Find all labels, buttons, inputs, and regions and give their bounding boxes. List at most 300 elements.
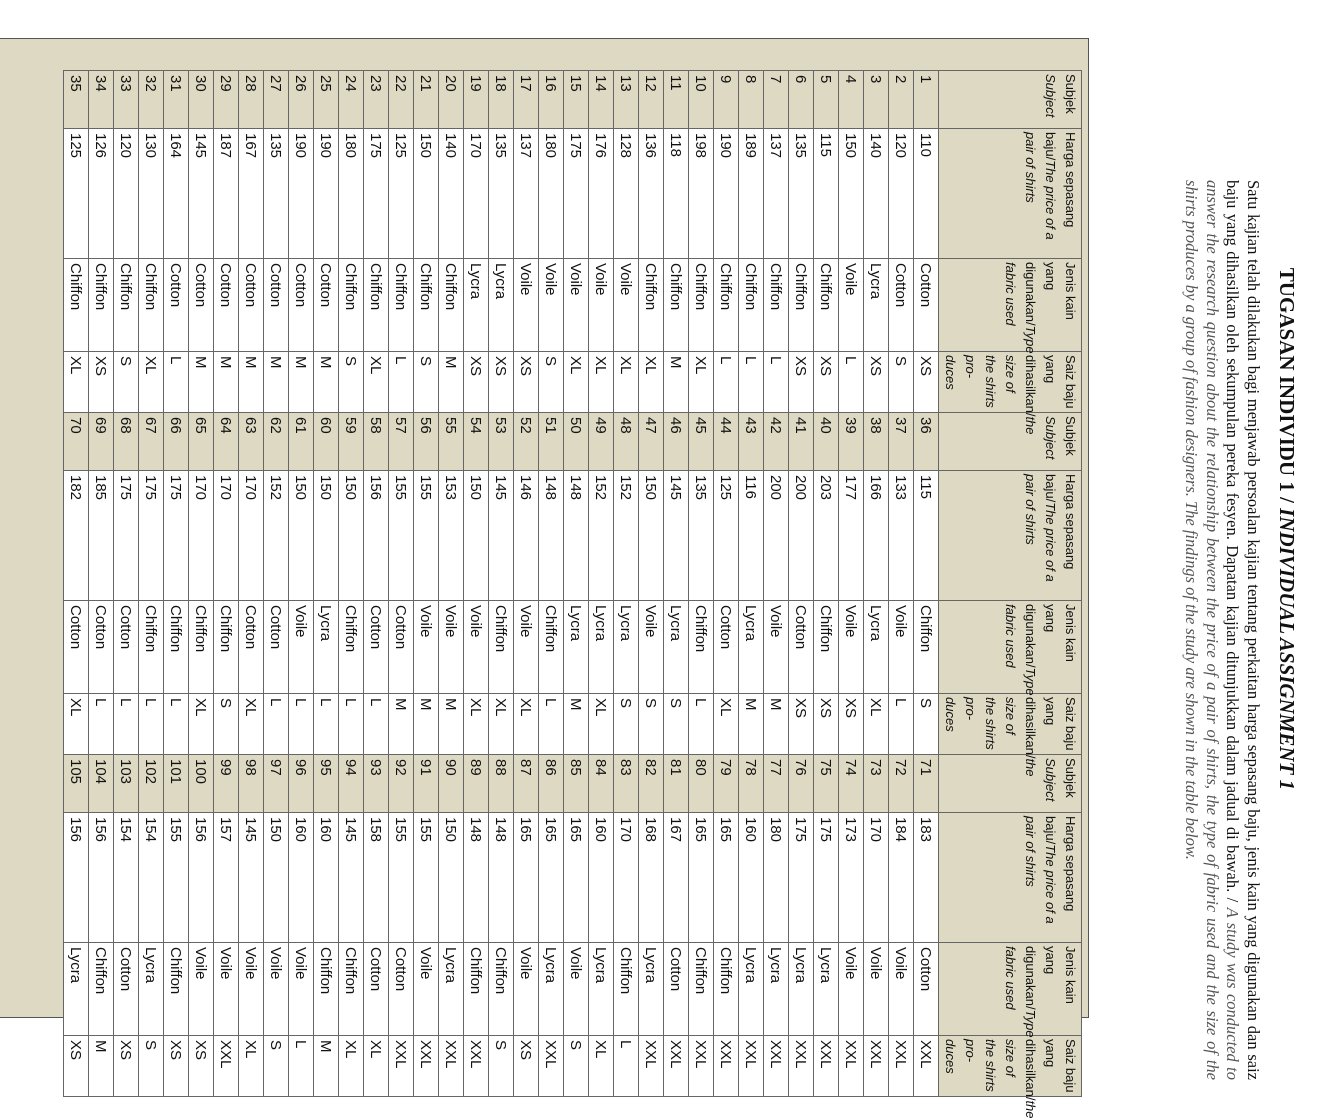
price-cell: 176 (589, 129, 614, 259)
size-cell: XS (514, 352, 539, 413)
subject-cell: 31 (164, 71, 189, 129)
price-cell: 170 (614, 813, 639, 943)
table-row (814, 71, 839, 1097)
subject-cell: 59 (339, 413, 364, 471)
header-row (939, 71, 1082, 1097)
size-cell: XXL (864, 1036, 889, 1097)
price-cell: 168 (639, 813, 664, 943)
price-cell: 140 (439, 129, 464, 259)
price-cell: 118 (664, 129, 689, 259)
size-cell: M (89, 1036, 114, 1097)
header-fabric: Jenis kain yang digunakan/Type fabric used (939, 259, 1082, 352)
fabric-cell: Cotton (914, 259, 939, 352)
price-cell: 175 (114, 471, 139, 601)
subject-cell: 7 (764, 71, 789, 129)
subject-cell: 44 (714, 413, 739, 471)
fabric-cell: Chiffon (714, 259, 739, 352)
table-row (214, 71, 239, 1097)
fabric-cell: Chiffon (339, 601, 364, 694)
fabric-cell: Voile (514, 259, 539, 352)
size-cell: S (539, 352, 564, 413)
fabric-cell: Cotton (289, 259, 314, 352)
price-cell: 145 (489, 471, 514, 601)
price-cell: 180 (539, 129, 564, 259)
size-cell: S (639, 694, 664, 755)
size-cell: XXL (914, 1036, 939, 1097)
fabric-cell: Cotton (89, 601, 114, 694)
size-cell: XL (864, 694, 889, 755)
subject-cell: 69 (89, 413, 114, 471)
subject-cell: 102 (139, 755, 164, 813)
size-cell: L (839, 352, 864, 413)
size-cell: L (389, 352, 414, 413)
table-row (789, 71, 814, 1097)
subject-cell: 9 (714, 71, 739, 129)
fabric-cell: Lycra (564, 601, 589, 694)
size-cell: S (489, 1036, 514, 1097)
fabric-cell: Lycra (789, 943, 814, 1036)
fabric-cell: Chiffon (314, 943, 339, 1036)
size-cell: M (664, 352, 689, 413)
price-cell: 198 (689, 129, 714, 259)
subject-cell: 41 (789, 413, 814, 471)
header-subject: Subjek Subject (939, 413, 1082, 471)
size-cell: S (564, 1036, 589, 1097)
subject-cell: 56 (414, 413, 439, 471)
fabric-cell: Voile (589, 259, 614, 352)
subject-cell: 76 (789, 755, 814, 813)
fabric-cell: Chiffon (539, 601, 564, 694)
fabric-cell: Chiffon (339, 943, 364, 1036)
price-cell: 156 (89, 813, 114, 943)
subject-cell: 91 (414, 755, 439, 813)
subject-cell: 53 (489, 413, 514, 471)
price-cell: 126 (89, 129, 114, 259)
table-row (614, 71, 639, 1097)
price-cell: 175 (789, 813, 814, 943)
size-cell: XS (839, 694, 864, 755)
size-cell: M (239, 352, 264, 413)
table-row (314, 71, 339, 1097)
price-cell: 158 (364, 813, 389, 943)
fabric-cell: Chiffon (814, 259, 839, 352)
size-cell: XS (464, 352, 489, 413)
size-cell: XXL (539, 1036, 564, 1097)
price-cell: 156 (64, 813, 89, 943)
fabric-cell: Voile (239, 943, 264, 1036)
subject-cell: 14 (589, 71, 614, 129)
table-row (464, 71, 489, 1097)
size-cell: M (264, 352, 289, 413)
fabric-cell: Voile (189, 943, 214, 1036)
fabric-cell: Chiffon (689, 601, 714, 694)
fabric-cell: Lycra (864, 259, 889, 352)
fabric-cell: Cotton (914, 943, 939, 1036)
subject-cell: 73 (864, 755, 889, 813)
subject-cell: 103 (114, 755, 139, 813)
price-cell: 190 (714, 129, 739, 259)
size-cell: M (439, 352, 464, 413)
subject-cell: 17 (514, 71, 539, 129)
size-cell: L (739, 352, 764, 413)
price-cell: 148 (564, 471, 589, 601)
table-row (89, 71, 114, 1097)
size-cell: XL (364, 1036, 389, 1097)
fabric-cell: Chiffon (764, 259, 789, 352)
fabric-cell: Cotton (364, 943, 389, 1036)
table-row (864, 71, 889, 1097)
fabric-cell: Voile (414, 943, 439, 1036)
price-cell: 150 (839, 129, 864, 259)
price-cell: 153 (439, 471, 464, 601)
subject-cell: 99 (214, 755, 239, 813)
price-cell: 170 (864, 813, 889, 943)
size-cell: M (389, 694, 414, 755)
fabric-cell: Chiffon (164, 601, 189, 694)
price-cell: 150 (289, 471, 314, 601)
price-cell: 130 (139, 129, 164, 259)
fabric-cell: Voile (839, 943, 864, 1036)
size-cell: XS (814, 694, 839, 755)
fabric-cell: Voile (514, 601, 539, 694)
table-row (514, 71, 539, 1097)
size-cell: XL (639, 352, 664, 413)
subject-cell: 72 (889, 755, 914, 813)
fabric-cell: Voile (639, 601, 664, 694)
fabric-cell: Chiffon (714, 943, 739, 1036)
size-cell: XXL (439, 1036, 464, 1097)
price-cell: 135 (689, 471, 714, 601)
size-cell: S (339, 352, 364, 413)
size-cell: XL (564, 352, 589, 413)
fabric-cell: Lycra (614, 601, 639, 694)
fabric-cell: Chiffon (114, 259, 139, 352)
size-cell: S (414, 352, 439, 413)
size-cell: S (614, 694, 639, 755)
fabric-cell: Voile (889, 943, 914, 1036)
size-cell: L (164, 694, 189, 755)
price-cell: 148 (539, 471, 564, 601)
assignment-title: TUGASAN INDIVIDU 1 / INDIVIDUAL ASSIGNMENT 1 (1275, 267, 1299, 791)
price-cell: 160 (739, 813, 764, 943)
size-cell: S (264, 1036, 289, 1097)
subject-cell: 48 (614, 413, 639, 471)
subject-cell: 74 (839, 755, 864, 813)
subject-cell: 84 (589, 755, 614, 813)
size-cell: M (314, 352, 339, 413)
header-subject: Subjek Subject (939, 755, 1082, 813)
price-cell: 128 (614, 129, 639, 259)
subject-cell: 81 (664, 755, 689, 813)
subject-cell: 58 (364, 413, 389, 471)
findings-table (63, 70, 1082, 1119)
size-cell: L (139, 694, 164, 755)
price-cell: 155 (389, 471, 414, 601)
size-cell: M (314, 1036, 339, 1097)
subject-cell: 47 (639, 413, 664, 471)
price-cell: 177 (839, 471, 864, 601)
size-cell: XXL (764, 1036, 789, 1097)
size-cell: XL (239, 694, 264, 755)
fabric-cell: Cotton (389, 943, 414, 1036)
size-cell: S (114, 352, 139, 413)
table-row (364, 71, 389, 1097)
subject-cell: 10 (689, 71, 714, 129)
header-size: Saiz baju yang dihasilkan/the size of the shirts pro-duces (939, 352, 1082, 413)
subject-cell: 61 (289, 413, 314, 471)
subject-cell: 92 (389, 755, 414, 813)
subject-cell: 97 (264, 755, 289, 813)
size-cell: XL (64, 352, 89, 413)
price-cell: 165 (714, 813, 739, 943)
size-cell: XXL (639, 1036, 664, 1097)
price-cell: 146 (514, 471, 539, 601)
price-cell: 133 (889, 471, 914, 601)
fabric-cell: Chiffon (914, 601, 939, 694)
price-cell: 116 (739, 471, 764, 601)
subject-cell: 100 (189, 755, 214, 813)
fabric-cell: Chiffon (64, 259, 89, 352)
table-row (664, 71, 689, 1097)
size-cell: S (914, 694, 939, 755)
price-cell: 145 (189, 129, 214, 259)
header-price: Harga sepasang baju/The price of a pair of shirts (939, 813, 1082, 943)
price-cell: 200 (789, 471, 814, 601)
fabric-cell: Lycra (739, 601, 764, 694)
fabric-cell: Chiffon (489, 601, 514, 694)
price-cell: 154 (114, 813, 139, 943)
subject-cell: 54 (464, 413, 489, 471)
size-cell: XXL (689, 1036, 714, 1097)
price-cell: 165 (514, 813, 539, 943)
size-cell: L (339, 694, 364, 755)
subject-cell: 6 (789, 71, 814, 129)
table-row (139, 71, 164, 1097)
size-cell: XL (614, 352, 639, 413)
size-cell: S (889, 352, 914, 413)
subject-cell: 51 (539, 413, 564, 471)
price-cell: 125 (64, 129, 89, 259)
price-cell: 175 (564, 129, 589, 259)
price-cell: 190 (289, 129, 314, 259)
subject-cell: 70 (64, 413, 89, 471)
price-cell: 165 (689, 813, 714, 943)
fabric-cell: Voile (414, 601, 439, 694)
subject-cell: 95 (314, 755, 339, 813)
fabric-cell: Chiffon (89, 259, 114, 352)
subject-cell: 43 (739, 413, 764, 471)
price-cell: 156 (364, 471, 389, 601)
subject-cell: 89 (464, 755, 489, 813)
size-cell: XXL (839, 1036, 864, 1097)
price-cell: 150 (464, 471, 489, 601)
fabric-cell: Lycra (764, 943, 789, 1036)
size-cell: XS (489, 352, 514, 413)
fabric-cell: Chiffon (689, 943, 714, 1036)
subject-cell: 83 (614, 755, 639, 813)
size-cell: M (414, 694, 439, 755)
fabric-cell: Chiffon (689, 259, 714, 352)
subject-cell: 26 (289, 71, 314, 129)
size-cell: XS (114, 1036, 139, 1097)
table-row (414, 71, 439, 1097)
subject-cell: 60 (314, 413, 339, 471)
subject-cell: 68 (114, 413, 139, 471)
size-cell: XXL (889, 1036, 914, 1097)
price-cell: 120 (889, 129, 914, 259)
subject-cell: 27 (264, 71, 289, 129)
size-cell: XL (589, 694, 614, 755)
fabric-cell: Cotton (789, 601, 814, 694)
fabric-cell: Voile (839, 259, 864, 352)
size-cell: XXL (739, 1036, 764, 1097)
fabric-cell: Chiffon (389, 259, 414, 352)
size-cell: M (189, 352, 214, 413)
price-cell: 167 (664, 813, 689, 943)
size-cell: M (764, 694, 789, 755)
price-cell: 182 (64, 471, 89, 601)
subject-cell: 87 (514, 755, 539, 813)
size-cell: XL (514, 694, 539, 755)
subject-cell: 33 (114, 71, 139, 129)
price-cell: 180 (339, 129, 364, 259)
subject-cell: 1 (914, 71, 939, 129)
table-row (189, 71, 214, 1097)
subject-cell: 52 (514, 413, 539, 471)
size-cell: L (364, 694, 389, 755)
subject-cell: 8 (739, 71, 764, 129)
fabric-cell: Voile (564, 259, 589, 352)
fabric-cell: Cotton (114, 943, 139, 1036)
fabric-cell: Voile (614, 259, 639, 352)
table-row (114, 71, 139, 1097)
table-row (539, 71, 564, 1097)
price-cell: 150 (314, 471, 339, 601)
fabric-cell: Lycra (489, 259, 514, 352)
size-cell: L (714, 352, 739, 413)
size-cell: XXL (814, 1036, 839, 1097)
size-cell: XS (164, 1036, 189, 1097)
fabric-cell: Voile (839, 601, 864, 694)
subject-cell: 93 (364, 755, 389, 813)
price-cell: 170 (464, 129, 489, 259)
price-cell: 165 (539, 813, 564, 943)
subject-cell: 80 (689, 755, 714, 813)
price-cell: 110 (914, 129, 939, 259)
fabric-cell: Cotton (189, 259, 214, 352)
price-cell: 152 (264, 471, 289, 601)
price-cell: 160 (589, 813, 614, 943)
price-cell: 115 (814, 129, 839, 259)
price-cell: 164 (164, 129, 189, 259)
subject-cell: 36 (914, 413, 939, 471)
fabric-cell: Chiffon (139, 601, 164, 694)
subject-cell: 2 (889, 71, 914, 129)
fabric-cell: Voile (464, 601, 489, 694)
subject-cell: 13 (614, 71, 639, 129)
subject-cell: 90 (439, 755, 464, 813)
table-row (889, 71, 914, 1097)
size-cell: XL (364, 352, 389, 413)
subject-cell: 28 (239, 71, 264, 129)
table-row (714, 71, 739, 1097)
fabric-cell: Voile (764, 601, 789, 694)
intro-malay: Satu kajian telah dilakukan bagi menjawab persoalan kajian tentang perkaitan harga sepasang baju, jenis kain yang digunakan dan saiz baju yang dihasilkan oleh sekumpulan pereka fesyen. Dapatan kajian ditunjukkan dalam jadual di bawah. (1223, 180, 1263, 1080)
price-cell: 185 (89, 471, 114, 601)
price-cell: 175 (164, 471, 189, 601)
fabric-cell: Chiffon (464, 943, 489, 1036)
price-cell: 140 (864, 129, 889, 259)
subject-cell: 86 (539, 755, 564, 813)
size-cell: XS (789, 352, 814, 413)
size-cell: L (114, 694, 139, 755)
fabric-cell: Voile (289, 601, 314, 694)
subject-cell: 35 (64, 71, 89, 129)
table-row (289, 71, 314, 1097)
fabric-cell: Cotton (64, 601, 89, 694)
subject-cell: 96 (289, 755, 314, 813)
header-price: Harga sepasang baju/The price of a pair of shirts (939, 471, 1082, 601)
price-cell: 150 (264, 813, 289, 943)
fabric-cell: Chiffon (414, 259, 439, 352)
subject-cell: 50 (564, 413, 589, 471)
table-row (839, 71, 864, 1097)
fabric-cell: Cotton (314, 259, 339, 352)
subject-cell: 22 (389, 71, 414, 129)
subject-cell: 11 (664, 71, 689, 129)
subject-cell: 66 (164, 413, 189, 471)
price-cell: 183 (914, 813, 939, 943)
size-cell: M (289, 352, 314, 413)
price-cell: 145 (239, 813, 264, 943)
price-cell: 157 (214, 813, 239, 943)
table-row (739, 71, 764, 1097)
subject-cell: 77 (764, 755, 789, 813)
fabric-cell: Voile (264, 943, 289, 1036)
fabric-cell: Voile (289, 943, 314, 1036)
price-cell: 137 (514, 129, 539, 259)
size-cell: M (564, 694, 589, 755)
header-size: Saiz baju yang dihasilkan/the size of the shirts pro-duces (939, 1036, 1082, 1097)
fabric-cell: Lycra (739, 943, 764, 1036)
size-cell: XL (339, 1036, 364, 1097)
fabric-cell: Lycra (589, 601, 614, 694)
fabric-cell: Lycra (139, 943, 164, 1036)
size-cell: XL (589, 1036, 614, 1097)
fabric-cell: Cotton (389, 601, 414, 694)
price-cell: 189 (739, 129, 764, 259)
price-cell: 167 (239, 129, 264, 259)
fabric-cell: Chiffon (89, 943, 114, 1036)
subject-cell: 105 (64, 755, 89, 813)
subject-cell: 75 (814, 755, 839, 813)
fabric-cell: Lycra (814, 943, 839, 1036)
size-cell: XL (489, 694, 514, 755)
fabric-cell: Cotton (264, 259, 289, 352)
size-cell: L (889, 694, 914, 755)
price-cell: 125 (389, 129, 414, 259)
subject-cell: 62 (264, 413, 289, 471)
price-cell: 184 (889, 813, 914, 943)
table-row (689, 71, 714, 1097)
table-row (914, 71, 939, 1097)
price-cell: 170 (214, 471, 239, 601)
fabric-cell: Voile (439, 601, 464, 694)
subject-cell: 24 (339, 71, 364, 129)
subject-cell: 19 (464, 71, 489, 129)
price-cell: 155 (414, 813, 439, 943)
subject-cell: 79 (714, 755, 739, 813)
